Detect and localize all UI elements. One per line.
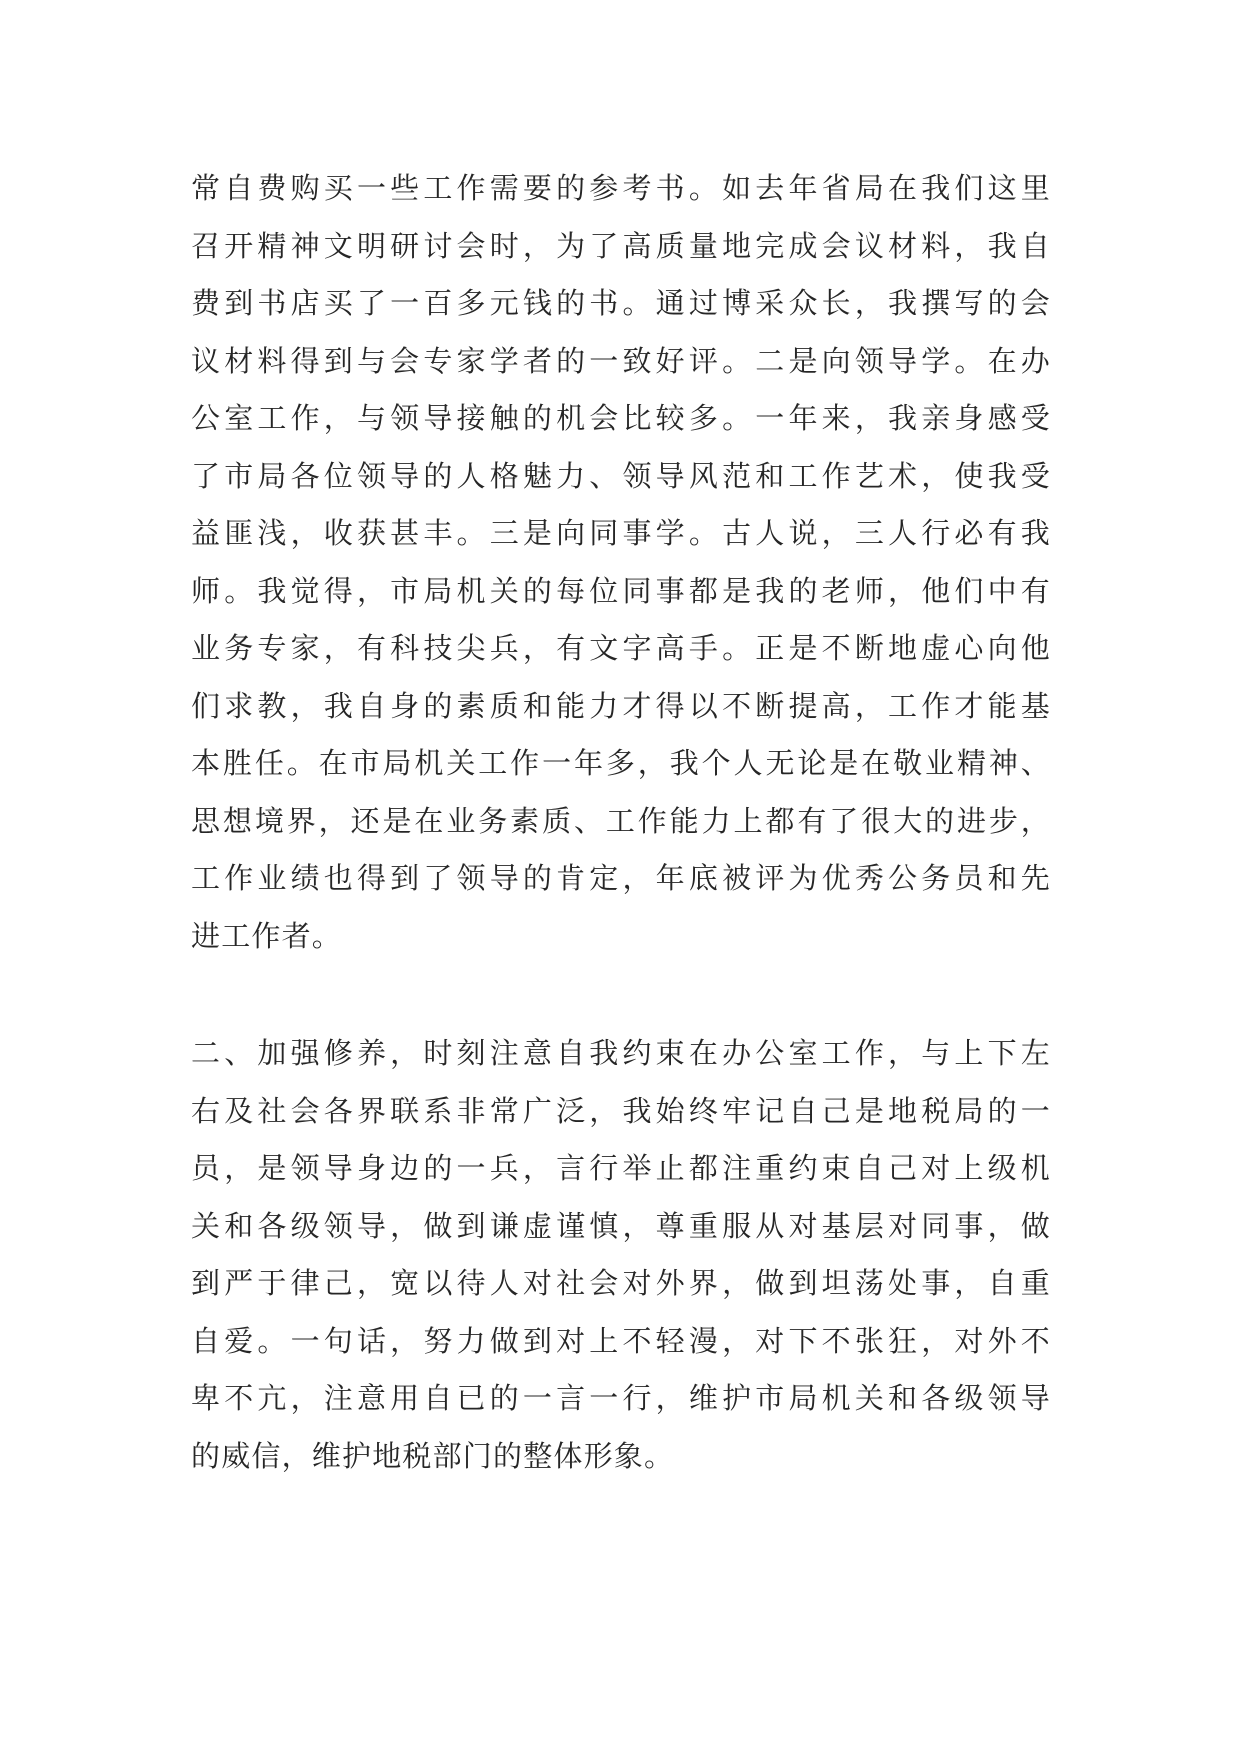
body-paragraph: [191, 1025, 1051, 1485]
text-line: 们求教，我自身的素质和能力才得以不断提高，工作才能基: [191, 688, 1051, 723]
text-line: 自爱。一句话，努力做到对上不轻漫，对下不张狂，对外不: [191, 1323, 1051, 1358]
text-line: 工作业绩也得到了领导的肯定，年底被评为优秀公务员和先: [191, 861, 1051, 895]
text-line: 了市局各位领导的人格魅力、领导风范和工作艺术，使我受: [191, 458, 1051, 493]
text-line: 公室工作，与领导接触的机会比较多。一年来，我亲身感受: [191, 401, 1051, 435]
text-line: 召开精神文明研讨会时，为了高质量地完成会议材料，我自: [191, 228, 1051, 263]
text-line: 的威信，维护地税部门的整体形象。: [191, 1438, 675, 1473]
text-line: 进工作者。: [191, 918, 343, 953]
text-line: 到严于律己，宽以待人对社会对外界，做到坦荡处事，自重: [191, 1266, 1051, 1300]
text-line: 议材料得到与会专家学者的一致好评。二是向领导学。在办: [191, 343, 1051, 378]
text-line: 关和各级领导，做到谦虚谨慎，尊重服从对基层对同事，做: [191, 1208, 1051, 1243]
text-line: 业务专家，有科技尖兵，有文字高手。正是不断地虚心向他: [191, 631, 1051, 665]
text-line: 本胜任。在市局机关工作一年多，我个人无论是在敬业精神、: [191, 746, 1051, 780]
text-line: 益匪浅，收获甚丰。三是向同事学。古人说，三人行必有我: [191, 516, 1051, 550]
text-line: 费到书店买了一百多元钱的书。通过博采众长，我撰写的会: [191, 286, 1051, 320]
text-line: 右及社会各界联系非常广泛，我始终牢记自己是地税局的一: [191, 1093, 1051, 1128]
text-line: 员，是领导身边的一兵，言行举止都注重约束自己对上级机: [191, 1151, 1051, 1185]
text-line: 二、加强修养，时刻注意自我约束在办公室工作，与上下左: [191, 1036, 1051, 1070]
text-line: 师。我觉得，市局机关的每位同事都是我的老师，他们中有: [191, 573, 1051, 608]
text-line: 常自费购买一些工作需要的参考书。如去年省局在我们这里: [191, 171, 1051, 205]
body-paragraph: [191, 160, 1051, 965]
text-line: 思想境界，还是在业务素质、工作能力上都有了很大的进步，: [191, 803, 1051, 838]
text-line: 卑不亢，注意用自已的一言一行，维护市局机关和各级领导: [191, 1381, 1051, 1415]
